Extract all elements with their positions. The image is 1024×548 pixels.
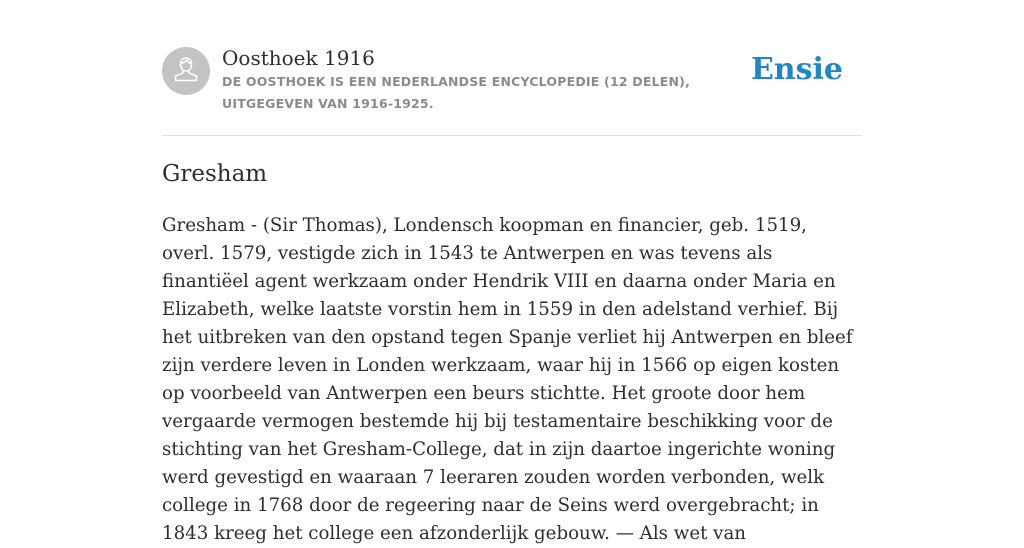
source-description: DE OOSTHOEK IS EEN NEDERLANDSE ENCYCLOPEDIE (12 DELEN), UITGEGEVEN VAN 1916-1925. <box>222 74 691 111</box>
user-icon <box>173 55 199 88</box>
avatar[interactable] <box>162 47 210 95</box>
source-title[interactable]: Oosthoek 1916 <box>222 46 375 70</box>
ensie-logo[interactable]: Ensie <box>750 52 843 87</box>
divider <box>162 135 862 136</box>
entry-title: Gresham <box>162 161 268 187</box>
entry-body: Gresham - (Sir Thomas), Londensch koopman en financier, geb. 1519, overl. 1579, vestigde zich in 1543 te Antwerpen en was tevens als finantiëel agent werkzaam onder Hendrik VIII en daarna onder Maria en Elizabeth, welke laatste vorstin hem in 1559 in den adelstand verhief. Bij het uitbreken van den opstand tegen Spanje verliet hij Antwerpen en bleef zijn verdere leven in Londen werkzaam, waar hij in 1566 op eigen kosten op voorbeeld van Antwerpen een beurs stichtte. Het groote door hem vergaarde vermogen bestemde hij bij testamentaire beschikking voor de stichting van het Gresham-College, dat in zijn daartoe ingerichte woning werd gevestigd en waaraan 7 leeraren zouden worden verbonden, welk college in 1768 door de regeering naar de Seins werd overgebracht; in 1843 kreeg het college een afzonderlijk gebouw. — Als wet van <box>162 215 853 544</box>
source-header <box>162 46 862 118</box>
